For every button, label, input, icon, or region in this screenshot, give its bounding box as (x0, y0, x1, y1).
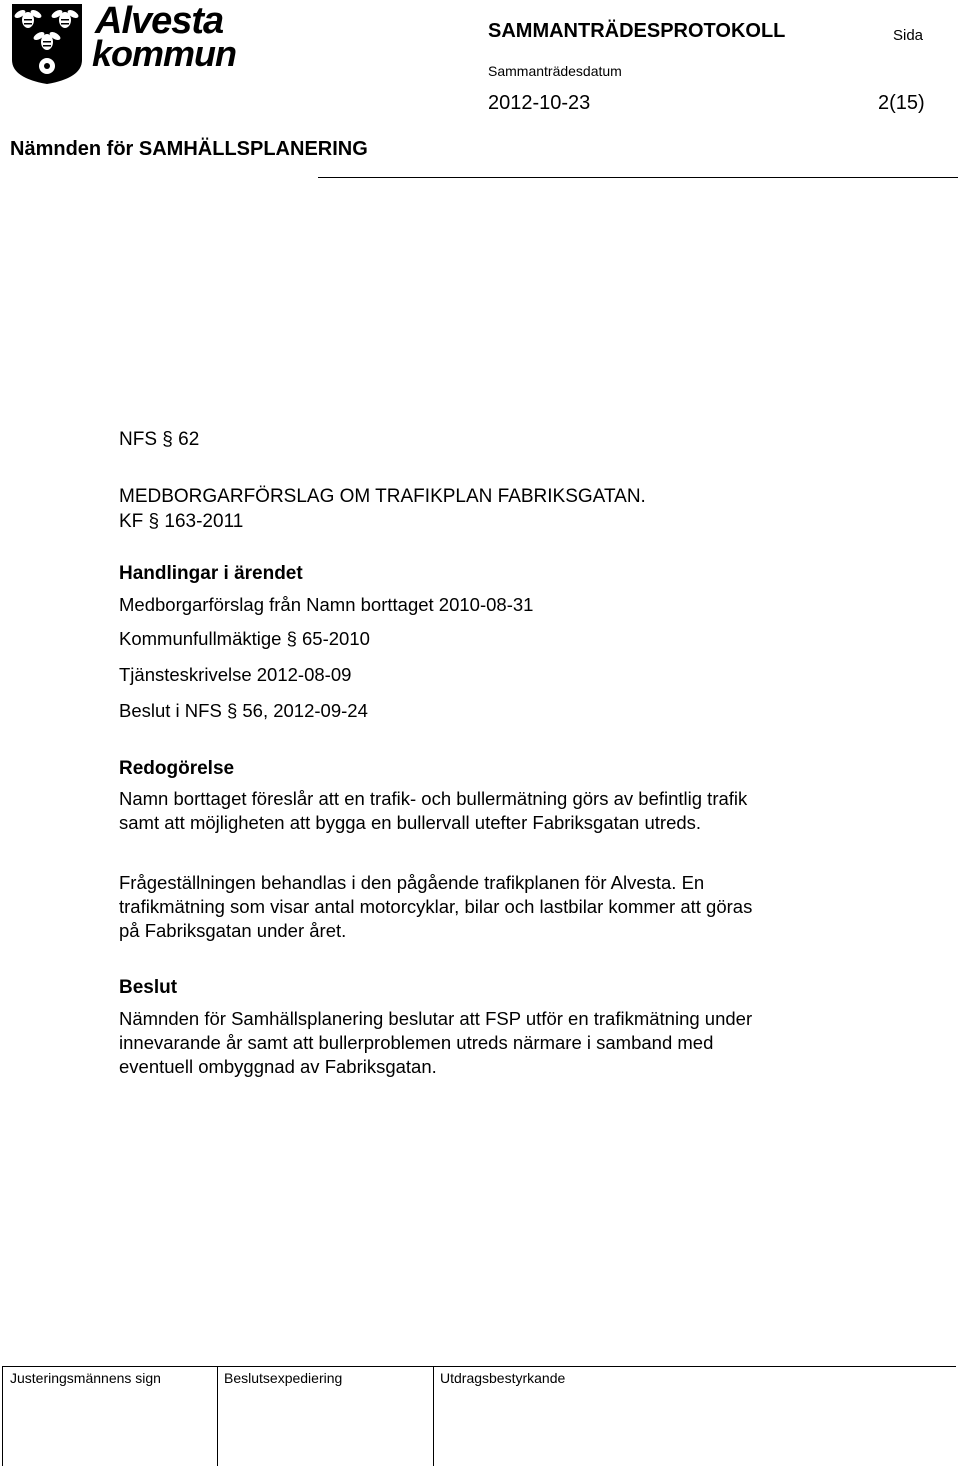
municipality-emblem-icon (10, 2, 84, 86)
paragraph-number: NFS § 62 (119, 429, 200, 450)
account-heading: Redogörelse (119, 758, 235, 779)
document-type: SAMMANTRÄDESPROTOKOLL (488, 20, 786, 42)
committee-name: Nämnden för SAMHÄLLSPLANERING (10, 138, 368, 160)
footer-divider (2, 1366, 956, 1367)
document-item: Tjänsteskrivelse 2012-08-09 (119, 664, 352, 685)
logo-wordmark-line2: kommun (92, 33, 237, 74)
account-paragraph: Frågeställningen behandlas i den pågående trafikplanen för Alvesta. En trafikmätning som visar antal motorcyklar, bilar och lastbilar kommer att göras på Fabriksgatan under året. (119, 872, 753, 941)
document-item: Beslut i NFS § 56, 2012-09-24 (119, 700, 368, 721)
case-title: MEDBORGARFÖRSLAG OM TRAFIKPLAN FABRIKSGATAN. (119, 486, 646, 507)
documents-heading: Handlingar i ärendet (119, 563, 303, 584)
account-paragraph: Namn borttaget föreslår att en trafik- och bullermätning görs av befintlig trafik samt att möjligheten att bygga en bullervall utefter Fabriksgatan utreds. (119, 788, 748, 833)
footer-dispatch-label: Beslutsexpediering (224, 1370, 343, 1386)
page-number: 2(15) (878, 92, 925, 114)
footer-cell-border (2, 1366, 3, 1466)
page-label: Sida (893, 27, 924, 44)
meeting-date-label: Sammanträdesdatum (488, 63, 622, 79)
case-reference: KF § 163-2011 (119, 511, 244, 532)
footer-cell-border (433, 1366, 434, 1466)
footer-extract-label: Utdragsbestyrkande (440, 1370, 566, 1386)
footer-signature-label: Justeringsmännens sign (10, 1370, 161, 1386)
header-divider (318, 177, 958, 178)
decision-paragraph: Nämnden för Samhällsplanering beslutar att FSP utför en trafikmätning under innevarande år samt att bullerproblemen utreds närmare i samband med eventuell ombyggnad av Fabriksgatan. (119, 1008, 753, 1077)
document-item: Medborgarförslag från Namn borttaget 2010-08-31 (119, 594, 534, 615)
logo-wordmark-line1: Alvesta (95, 0, 224, 42)
decision-heading: Beslut (119, 977, 178, 998)
footer-cell-border (217, 1366, 218, 1466)
document-item: Kommunfullmäktige § 65-2010 (119, 628, 370, 649)
meeting-date-value: 2012-10-23 (488, 92, 591, 114)
